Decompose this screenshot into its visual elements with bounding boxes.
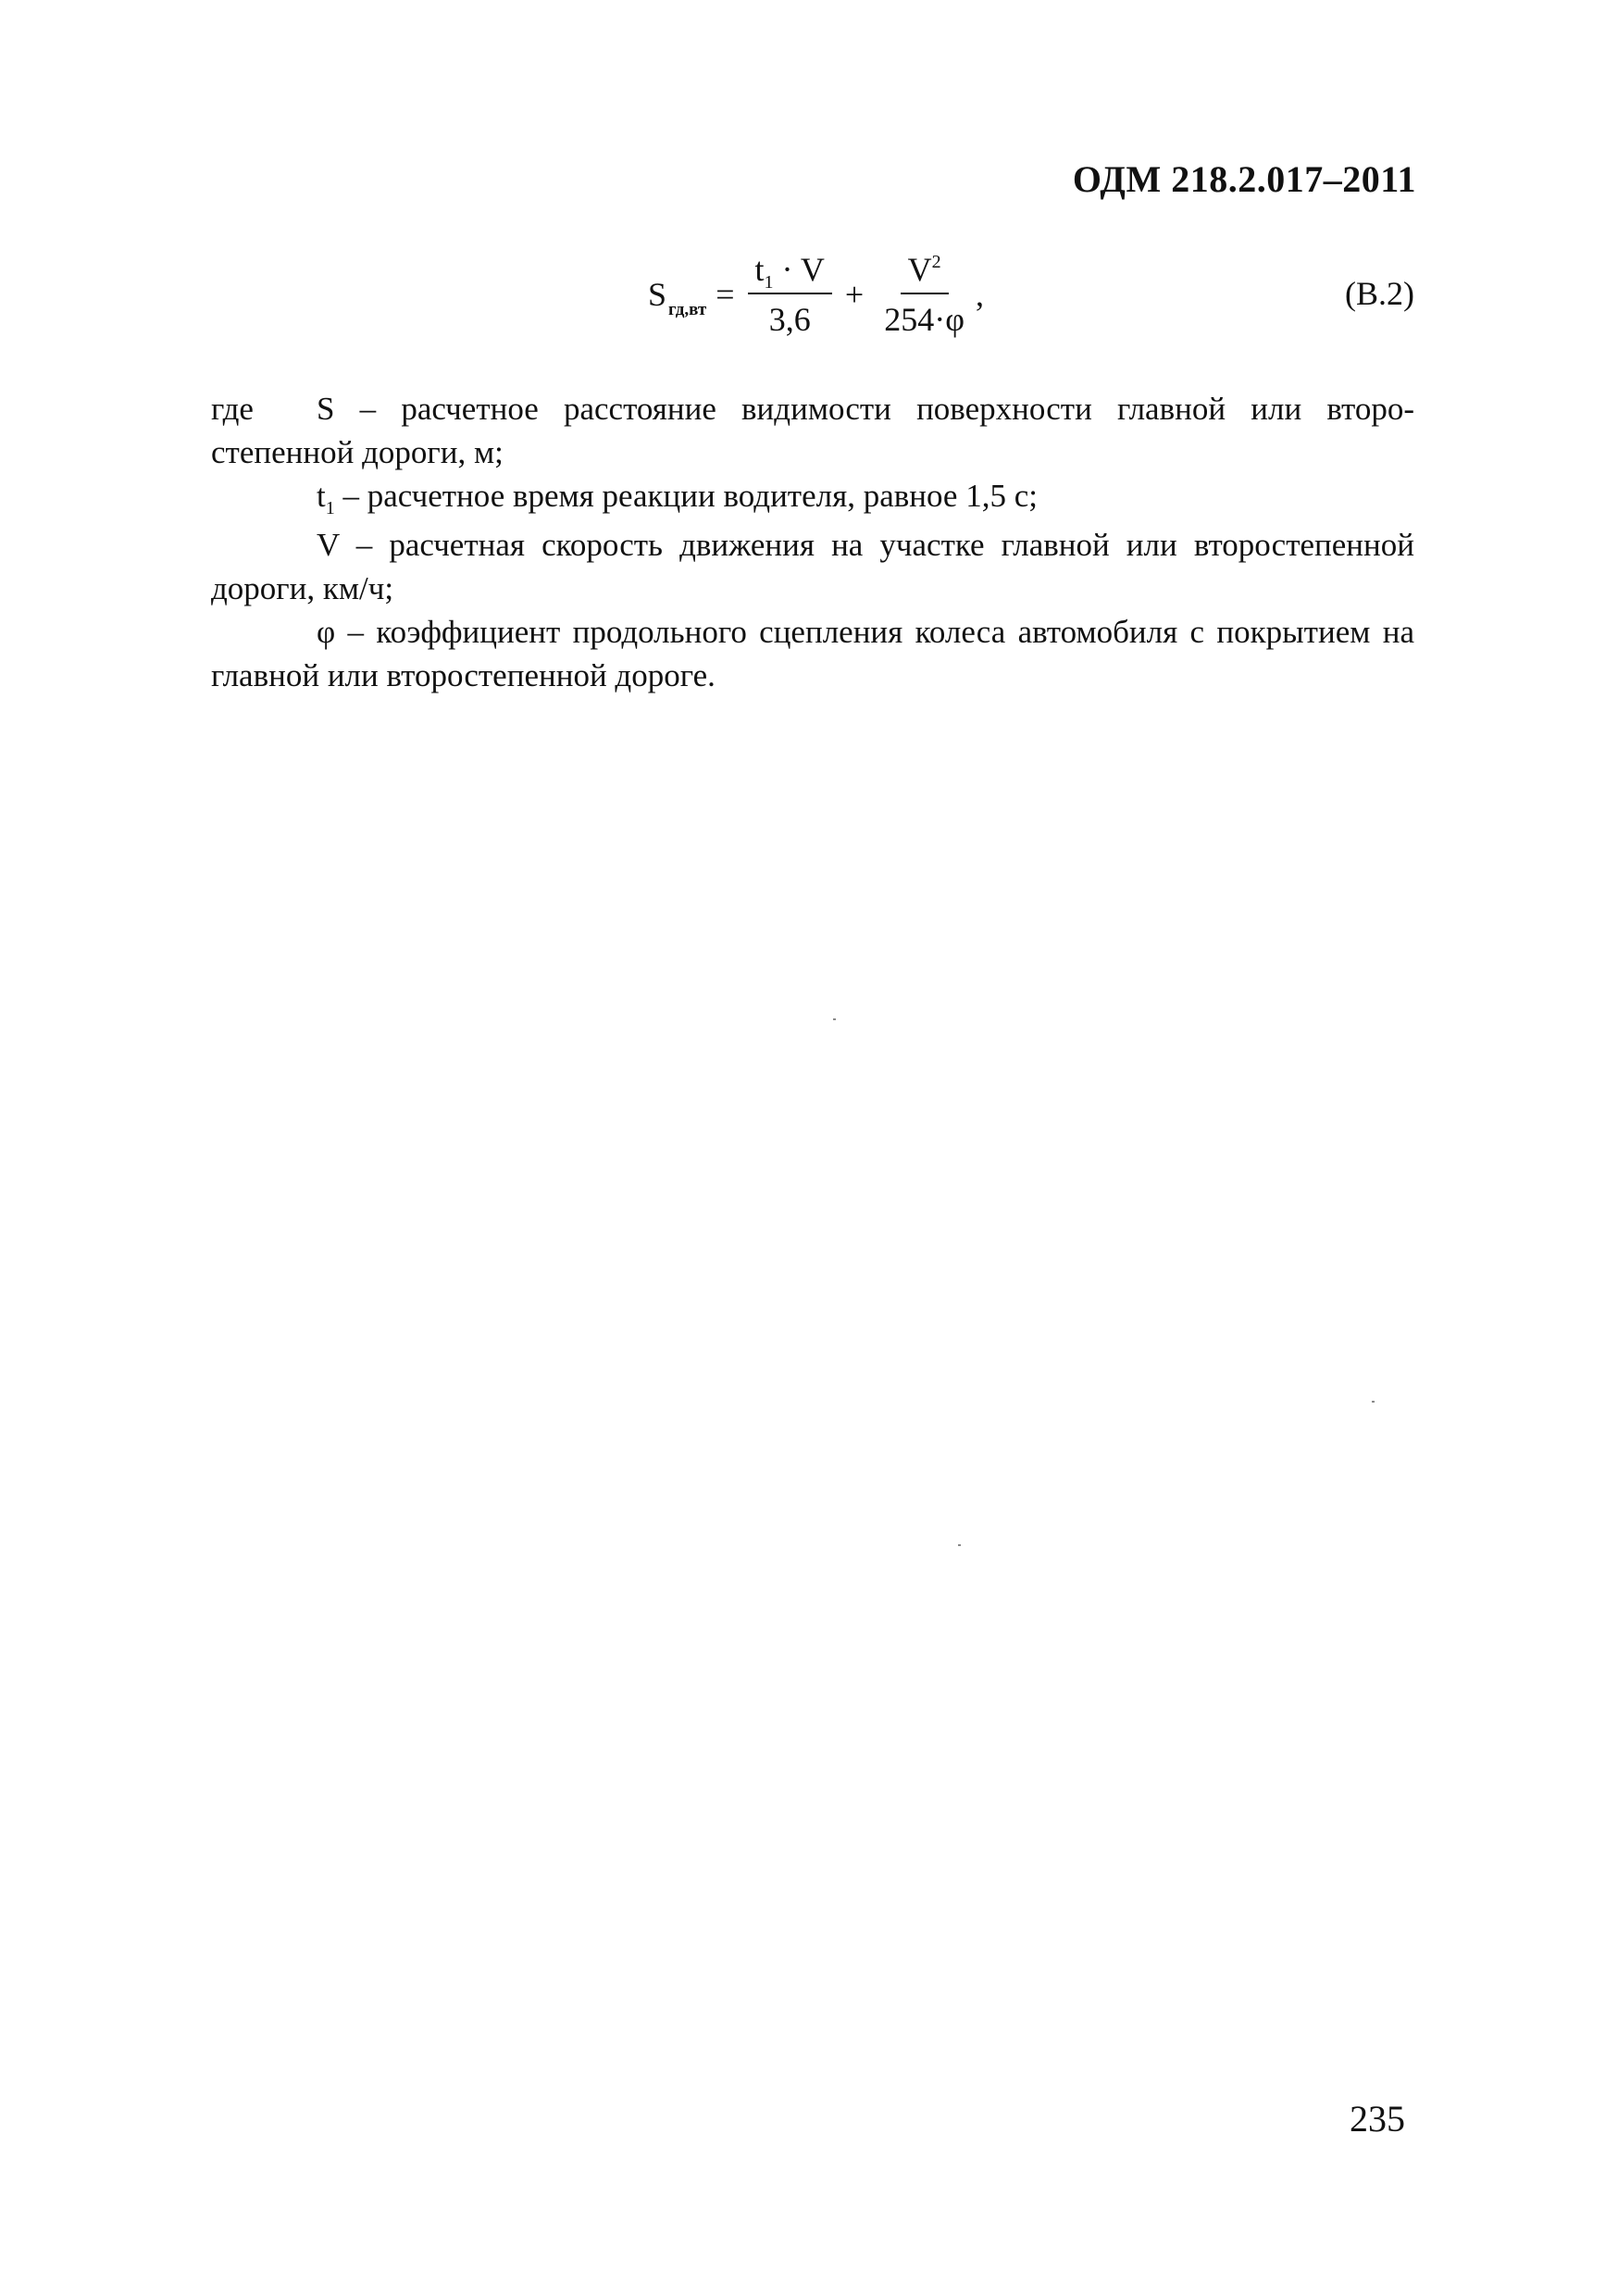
page-number: 235 (1350, 2098, 1405, 2140)
fraction-2-num-exponent: 2 (931, 252, 941, 272)
where-word: где (211, 391, 254, 427)
definition-v: V – расчетная скорость движения на участке главной или второстепенной дороги, км/ч; (211, 527, 1414, 606)
formula-plus: + (844, 276, 865, 313)
scan-speck (958, 1544, 961, 1546)
formula-trailing-comma: , (975, 276, 984, 313)
scan-speck (833, 1018, 836, 1020)
definition-s-text: S – расчетное расстояние видимости поверхности главной или второ- (317, 391, 1414, 427)
definition-t (211, 474, 1414, 523)
fraction-1-denominator: 3,6 (768, 301, 811, 338)
fraction-1-num-operator: · (781, 251, 793, 288)
definition-phi: φ – коэффициент продольного сцепления колеса автомобиля с покрытием на главной или второстепенной дороге. (211, 614, 1414, 693)
fraction-1-num-subscript: 1 (764, 272, 774, 293)
definition-t-subscript: 1 (325, 498, 335, 518)
fraction-1-numerator (748, 250, 832, 294)
definition-s-line2: степенной дороги, м; (211, 434, 504, 470)
formula-lhs (648, 275, 707, 319)
equation-number: (В.2) (1345, 275, 1414, 312)
fraction-1-num-var1: t (754, 251, 765, 288)
definition-t-text: – расчетное время реакции водителя, равное 1,5 с; (334, 478, 1038, 514)
formula-b2 (648, 239, 984, 350)
fraction-2-denominator: 254·φ (884, 301, 965, 338)
definitions-block (211, 387, 1414, 697)
document-code: ОДМ 218.2.017–2011 (1072, 158, 1416, 200)
formula-lhs-subscript: гд,вт (668, 300, 707, 319)
formula-fraction-2 (877, 250, 972, 339)
fraction-1-num-var2: V (800, 251, 825, 288)
fraction-2-numerator (901, 250, 949, 294)
definition-t-symbol: t (317, 478, 326, 514)
formula-equals: = (716, 276, 735, 313)
formula-lhs-symbol: S (648, 276, 667, 313)
formula-fraction-1 (748, 250, 832, 339)
definition-s-line1 (211, 387, 1414, 430)
scan-speck (1372, 1401, 1375, 1403)
fraction-2-num-var: V (907, 251, 932, 288)
